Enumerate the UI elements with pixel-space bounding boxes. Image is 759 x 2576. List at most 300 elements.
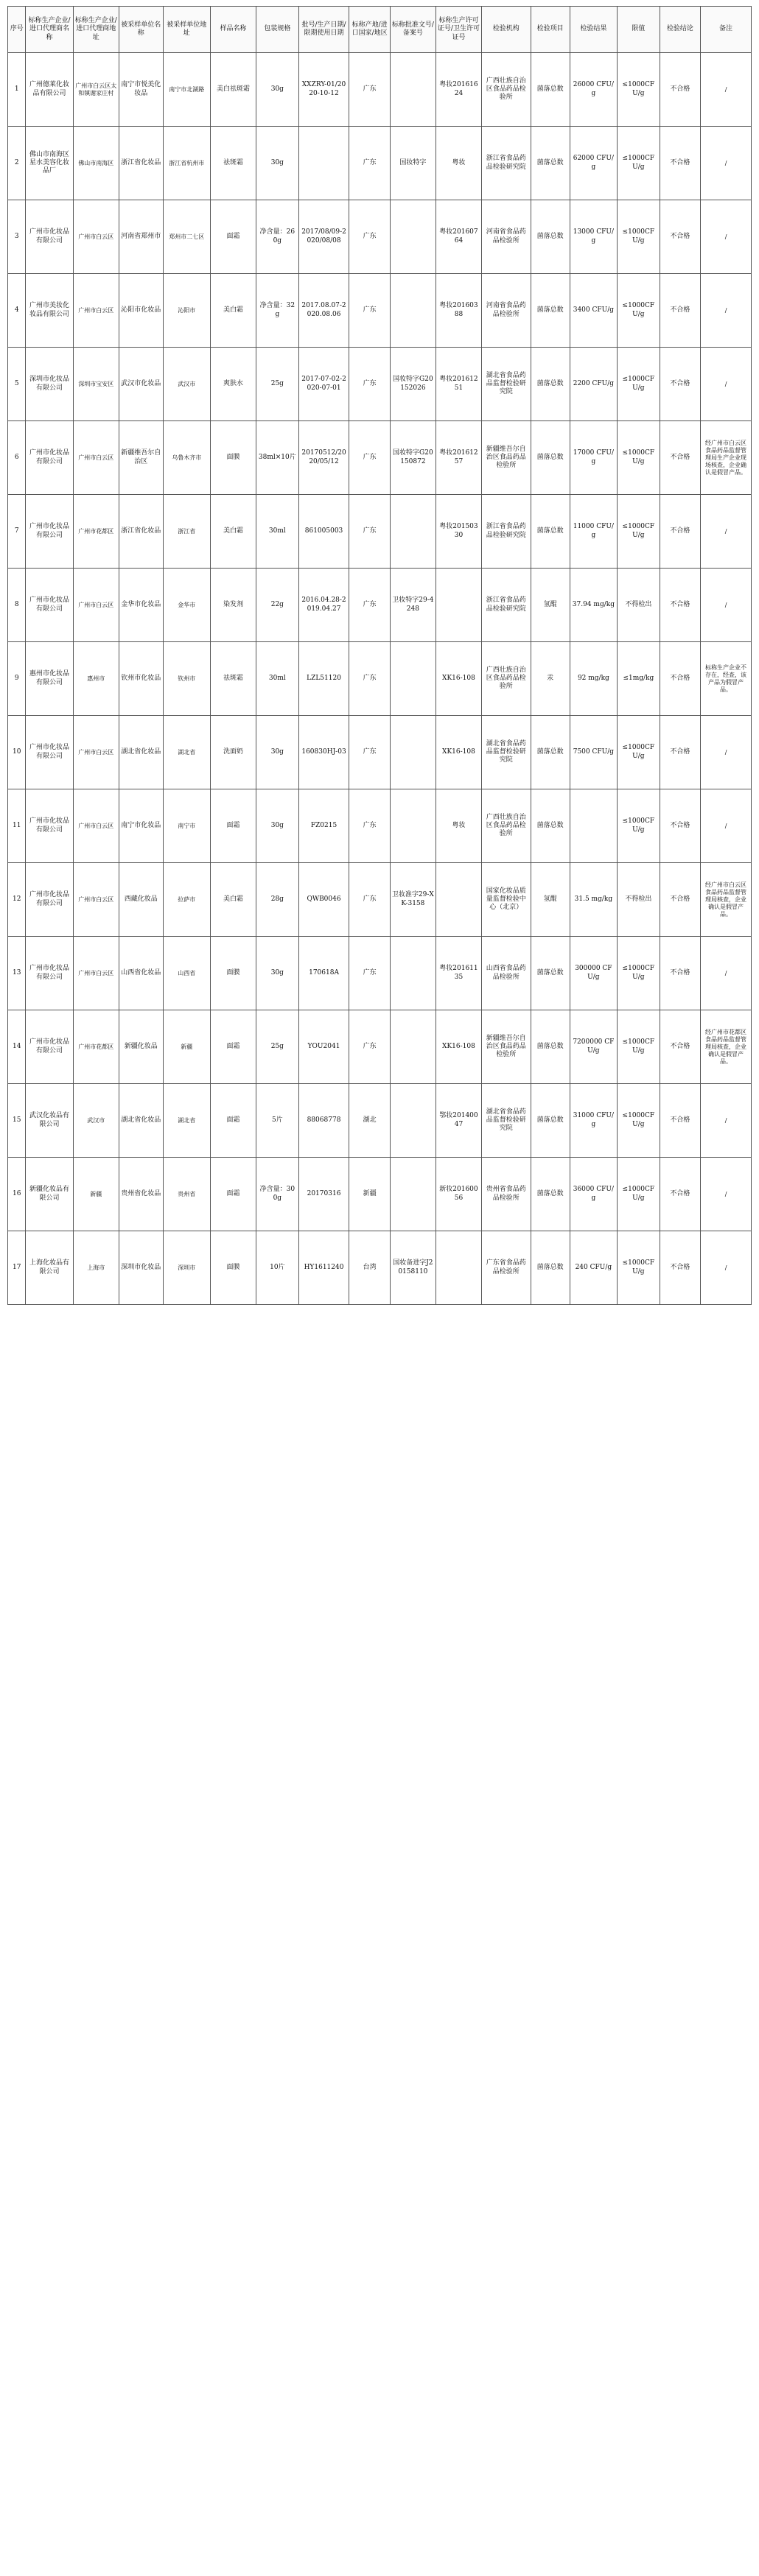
cell-agency: 湖北省食品药品监督检验研究院 [481, 716, 531, 789]
cell-spec: 5片 [256, 1084, 299, 1158]
cell-result: 2200 CFU/g [570, 348, 617, 421]
cell-limit: ≤1000CFU/g [618, 348, 660, 421]
cell-license: XK16-108 [436, 642, 481, 716]
cell-origin: 广东 [349, 569, 390, 642]
cell-note: / [701, 127, 752, 200]
cell-limit: ≤1000CFU/g [618, 53, 660, 127]
cell-product: 面霜 [210, 200, 256, 274]
cell-note: / [701, 789, 752, 863]
cell-unit: 钦州市化妆品 [119, 642, 163, 716]
cell-spec: 30g [256, 716, 299, 789]
table-row [8, 569, 752, 642]
cell-limit: ≤1000CFU/g [618, 1231, 660, 1305]
cell-product: 面膜 [210, 1231, 256, 1305]
table-row [8, 716, 752, 789]
cell-unit: 河南省郑州市 [119, 200, 163, 274]
cell-license [436, 863, 481, 937]
cell-result: 31000 CFU/g [570, 1084, 617, 1158]
table-row [8, 789, 752, 863]
cell-verdict: 不合格 [660, 1158, 700, 1231]
cell-product: 面膜 [210, 421, 256, 495]
cell-license: 鄂妆20140047 [436, 1084, 481, 1158]
cell-product: 洗面奶 [210, 716, 256, 789]
cell-idx: 7 [8, 495, 26, 569]
cell-origin: 广东 [349, 642, 390, 716]
cell-limit: ≤1000CFU/g [618, 421, 660, 495]
table-row [8, 1010, 752, 1084]
cell-note: 经广州市白云区食品药品监督管理局生产企业现场核查，企业确认是假冒产品。 [701, 421, 752, 495]
cell-approval [390, 495, 436, 569]
cell-manufacturer: 广州市美妆化妆品有限公司 [26, 274, 73, 348]
cell-unit-address: 拉萨市 [163, 863, 210, 937]
cell-limit: ≤1000CFU/g [618, 716, 660, 789]
cell-batch: 160830HJ-03 [298, 716, 349, 789]
cell-agency: 河南省食品药品检验所 [481, 200, 531, 274]
cell-origin: 广东 [349, 716, 390, 789]
cell-agency: 广西壮族自治区食品药品检验所 [481, 53, 531, 127]
cell-license: XK16-108 [436, 1010, 481, 1084]
cell-batch: QWB0046 [298, 863, 349, 937]
cell-unit-address: 沁阳市 [163, 274, 210, 348]
cell-unit: 金华市化妆品 [119, 569, 163, 642]
cell-spec: 10片 [256, 1231, 299, 1305]
cell-approval: 国妆特字G20152026 [390, 348, 436, 421]
cell-manufacturer: 上海化妆品有限公司 [26, 1231, 73, 1305]
cell-batch: 861005003 [298, 495, 349, 569]
cell-unit: 浙江省化妆品 [119, 495, 163, 569]
cell-unit: 西藏化妆品 [119, 863, 163, 937]
cell-address: 广州市白云区 [73, 789, 119, 863]
cell-result: 7500 CFU/g [570, 716, 617, 789]
cell-manufacturer: 广州市化妆品有限公司 [26, 789, 73, 863]
cell-note: / [701, 348, 752, 421]
cell-item: 菌落总数 [531, 716, 570, 789]
inspection-results-table [7, 6, 752, 1305]
cell-origin: 广东 [349, 863, 390, 937]
cell-spec: 30ml [256, 642, 299, 716]
cell-unit-address: 金华市 [163, 569, 210, 642]
cell-address: 广州市白云区 [73, 716, 119, 789]
cell-item: 菌落总数 [531, 200, 570, 274]
cell-idx: 5 [8, 348, 26, 421]
cell-spec: 净含量：300g [256, 1158, 299, 1231]
cell-manufacturer: 新疆化妆品有限公司 [26, 1158, 73, 1231]
cell-approval: 国妆特字G20150872 [390, 421, 436, 495]
cell-agency: 湖北省食品药品监督检验研究院 [481, 1084, 531, 1158]
cell-batch: 88068778 [298, 1084, 349, 1158]
cell-origin: 广东 [349, 53, 390, 127]
cell-item: 菌落总数 [531, 1158, 570, 1231]
cell-unit-address: 郑州市二七区 [163, 200, 210, 274]
cell-verdict: 不合格 [660, 127, 700, 200]
cell-manufacturer: 广州市化妆品有限公司 [26, 569, 73, 642]
cell-item: 菌落总数 [531, 348, 570, 421]
cell-verdict: 不合格 [660, 642, 700, 716]
table-row [8, 1158, 752, 1231]
cell-result: 17000 CFU/g [570, 421, 617, 495]
cell-item: 菌落总数 [531, 274, 570, 348]
cell-approval [390, 274, 436, 348]
cell-batch: 2017.08.07-2020.08.06 [298, 274, 349, 348]
cell-license: 粤妆20161251 [436, 348, 481, 421]
cell-idx: 4 [8, 274, 26, 348]
cell-unit-address: 钦州市 [163, 642, 210, 716]
cell-license: 粤妆20161257 [436, 421, 481, 495]
cell-verdict: 不合格 [660, 937, 700, 1010]
cell-manufacturer: 广州市化妆品有限公司 [26, 200, 73, 274]
cell-agency: 广西壮族自治区食品药品检验所 [481, 642, 531, 716]
cell-limit: ≤1000CFU/g [618, 789, 660, 863]
cell-agency: 浙江省食品药品检验研究院 [481, 127, 531, 200]
table-row [8, 495, 752, 569]
cell-unit: 沁阳市化妆品 [119, 274, 163, 348]
cell-note: / [701, 1231, 752, 1305]
cell-limit: ≤1000CFU/g [618, 127, 660, 200]
cell-unit-address: 贵州省 [163, 1158, 210, 1231]
cell-spec: 22g [256, 569, 299, 642]
cell-unit-address: 南宁市 [163, 789, 210, 863]
cell-result [570, 789, 617, 863]
cell-result: 37.94 mg/kg [570, 569, 617, 642]
cell-approval: 国妆备进字J20158110 [390, 1231, 436, 1305]
cell-approval [390, 789, 436, 863]
cell-spec: 25g [256, 348, 299, 421]
cell-result: 3400 CFU/g [570, 274, 617, 348]
cell-result: 240 CFU/g [570, 1231, 617, 1305]
cell-unit: 新疆化妆品 [119, 1010, 163, 1084]
cell-idx: 9 [8, 642, 26, 716]
cell-limit: ≤1000CFU/g [618, 274, 660, 348]
column-header: 包装规格 [256, 7, 299, 53]
cell-license: 粤妆 [436, 127, 481, 200]
cell-origin: 新疆 [349, 1158, 390, 1231]
cell-product: 面霜 [210, 1084, 256, 1158]
cell-spec: 28g [256, 863, 299, 937]
cell-manufacturer: 广州市化妆品有限公司 [26, 495, 73, 569]
cell-result: 13000 CFU/g [570, 200, 617, 274]
cell-agency: 新疆维吾尔自治区食品药品检验所 [481, 1010, 531, 1084]
cell-address: 广州市白云区 [73, 200, 119, 274]
cell-license: 粤妆20150330 [436, 495, 481, 569]
cell-origin: 湖北 [349, 1084, 390, 1158]
cell-license: 粤妆20161624 [436, 53, 481, 127]
table-row [8, 1231, 752, 1305]
cell-unit-address: 浙江省杭州市 [163, 127, 210, 200]
cell-item: 汞 [531, 642, 570, 716]
cell-license: XK16-108 [436, 716, 481, 789]
cell-origin: 广东 [349, 200, 390, 274]
cell-product: 面霜 [210, 789, 256, 863]
cell-agency: 浙江省食品药品检验研究院 [481, 495, 531, 569]
cell-note: / [701, 53, 752, 127]
cell-idx: 13 [8, 937, 26, 1010]
cell-limit: 不得检出 [618, 863, 660, 937]
cell-approval [390, 716, 436, 789]
cell-verdict: 不合格 [660, 863, 700, 937]
cell-spec: 30g [256, 53, 299, 127]
table-row [8, 348, 752, 421]
cell-verdict: 不合格 [660, 348, 700, 421]
cell-approval [390, 937, 436, 1010]
cell-note: / [701, 200, 752, 274]
cell-spec: 净含量：32g [256, 274, 299, 348]
cell-batch: XXZRY-01/2020-10-12 [298, 53, 349, 127]
cell-item: 菌落总数 [531, 421, 570, 495]
cell-unit-address: 浙江省 [163, 495, 210, 569]
cell-address: 广州市白云区 [73, 421, 119, 495]
cell-batch: 20170512/2020/05/12 [298, 421, 349, 495]
cell-limit: ≤1mg/kg [618, 642, 660, 716]
cell-result: 92 mg/kg [570, 642, 617, 716]
cell-item: 菌落总数 [531, 495, 570, 569]
table-row [8, 937, 752, 1010]
cell-verdict: 不合格 [660, 569, 700, 642]
cell-note: / [701, 1084, 752, 1158]
cell-address: 广州市白云区 [73, 569, 119, 642]
cell-license: 粤妆20161135 [436, 937, 481, 1010]
cell-manufacturer: 惠州市化妆品有限公司 [26, 642, 73, 716]
cell-agency: 新疆维吾尔自治区食品药品检验所 [481, 421, 531, 495]
cell-agency: 湖北省食品药品监督检验研究院 [481, 348, 531, 421]
cell-manufacturer: 佛山市南海区星水美容化妆品厂 [26, 127, 73, 200]
cell-note: / [701, 1158, 752, 1231]
cell-note: / [701, 569, 752, 642]
cell-approval [390, 1158, 436, 1231]
cell-spec: 38ml×10片 [256, 421, 299, 495]
cell-idx: 8 [8, 569, 26, 642]
cell-idx: 15 [8, 1084, 26, 1158]
cell-unit: 深圳市化妆品 [119, 1231, 163, 1305]
cell-result: 36000 CFU/g [570, 1158, 617, 1231]
cell-spec: 净含量：260g [256, 200, 299, 274]
cell-product: 爽肤水 [210, 348, 256, 421]
cell-verdict: 不合格 [660, 495, 700, 569]
column-header: 序号 [8, 7, 26, 53]
cell-unit: 湖北省化妆品 [119, 1084, 163, 1158]
cell-verdict: 不合格 [660, 53, 700, 127]
cell-unit-address: 湖北省 [163, 1084, 210, 1158]
cell-note: 经广州市花都区食品药品监督管理局核查，企业确认是假冒产品。 [701, 1010, 752, 1084]
cell-unit-address: 湖北省 [163, 716, 210, 789]
cell-verdict: 不合格 [660, 200, 700, 274]
cell-note: / [701, 937, 752, 1010]
cell-batch: LZL51120 [298, 642, 349, 716]
cell-item: 菌落总数 [531, 127, 570, 200]
cell-origin: 广东 [349, 274, 390, 348]
cell-verdict: 不合格 [660, 421, 700, 495]
cell-batch: 2016.04.28-2019.04.27 [298, 569, 349, 642]
cell-agency: 山西省食品药品检验所 [481, 937, 531, 1010]
cell-batch: 2017/08/09-2020/08/08 [298, 200, 349, 274]
cell-origin: 广东 [349, 937, 390, 1010]
cell-address: 广州市白云区 [73, 937, 119, 1010]
cell-origin: 广东 [349, 495, 390, 569]
cell-limit: ≤1000CFU/g [618, 1084, 660, 1158]
cell-address: 上海市 [73, 1231, 119, 1305]
cell-result: 26000 CFU/g [570, 53, 617, 127]
cell-unit-address: 深圳市 [163, 1231, 210, 1305]
cell-note: 标称生产企业不存在，经查，该产品为假冒产品。 [701, 642, 752, 716]
cell-product: 祛斑霜 [210, 127, 256, 200]
cell-result: 7200000 CFU/g [570, 1010, 617, 1084]
cell-manufacturer: 广州市化妆品有限公司 [26, 863, 73, 937]
cell-product: 面霜 [210, 1158, 256, 1231]
cell-item: 氢醌 [531, 569, 570, 642]
table-body [8, 53, 752, 1305]
cell-manufacturer: 广州市化妆品有限公司 [26, 1010, 73, 1084]
cell-idx: 16 [8, 1158, 26, 1231]
cell-batch: YOU2041 [298, 1010, 349, 1084]
cell-item: 菌落总数 [531, 53, 570, 127]
cell-limit: ≤1000CFU/g [618, 937, 660, 1010]
cell-unit: 湖北省化妆品 [119, 716, 163, 789]
cell-result: 11000 CFU/g [570, 495, 617, 569]
cell-approval [390, 642, 436, 716]
cell-approval [390, 1084, 436, 1158]
table-row [8, 863, 752, 937]
cell-batch: 170618A [298, 937, 349, 1010]
column-header: 标称产地/进口国家/地区 [349, 7, 390, 53]
cell-approval: 卫妆特字29-4248 [390, 569, 436, 642]
cell-unit: 武汉市化妆品 [119, 348, 163, 421]
cell-batch: 2017-07-02-2020-07-01 [298, 348, 349, 421]
cell-result: 62000 CFU/g [570, 127, 617, 200]
cell-unit: 南宁市化妆品 [119, 789, 163, 863]
column-header: 标称生产企业/进口代理商名称 [26, 7, 73, 53]
cell-batch: 20170316 [298, 1158, 349, 1231]
cell-manufacturer: 广州市化妆品有限公司 [26, 937, 73, 1010]
cell-origin: 广东 [349, 789, 390, 863]
cell-address: 深圳市宝安区 [73, 348, 119, 421]
cell-address: 广州市花都区 [73, 1010, 119, 1084]
cell-limit: ≤1000CFU/g [618, 200, 660, 274]
cell-idx: 1 [8, 53, 26, 127]
cell-item: 菌落总数 [531, 1084, 570, 1158]
column-header: 限值 [618, 7, 660, 53]
cell-product: 染发剂 [210, 569, 256, 642]
cell-idx: 17 [8, 1231, 26, 1305]
cell-license: 粤妆 [436, 789, 481, 863]
table-row [8, 53, 752, 127]
cell-verdict: 不合格 [660, 1231, 700, 1305]
column-header: 检验结果 [570, 7, 617, 53]
cell-agency: 浙江省食品药品检验研究院 [481, 569, 531, 642]
cell-address: 佛山市南海区 [73, 127, 119, 200]
cell-license: 新妆20160056 [436, 1158, 481, 1231]
cell-agency: 广西壮族自治区食品药品检验所 [481, 789, 531, 863]
cell-idx: 3 [8, 200, 26, 274]
cell-idx: 14 [8, 1010, 26, 1084]
cell-unit-address: 南宁市北湖路 [163, 53, 210, 127]
cell-idx: 11 [8, 789, 26, 863]
cell-product: 美白霜 [210, 495, 256, 569]
cell-item: 菌落总数 [531, 937, 570, 1010]
table-row [8, 200, 752, 274]
cell-note: 经广州市白云区食品药品监督管理局核查，企业确认是假冒产品。 [701, 863, 752, 937]
cell-address: 新疆 [73, 1158, 119, 1231]
column-header: 标称批准文号/备案号 [390, 7, 436, 53]
cell-item: 氢醌 [531, 863, 570, 937]
cell-batch [298, 127, 349, 200]
cell-unit-address: 乌鲁木齐市 [163, 421, 210, 495]
cell-item: 菌落总数 [531, 1231, 570, 1305]
cell-limit: ≤1000CFU/g [618, 495, 660, 569]
column-header: 标称生产企业/进口代理商地址 [73, 7, 119, 53]
cell-verdict: 不合格 [660, 274, 700, 348]
cell-item: 菌落总数 [531, 789, 570, 863]
cell-manufacturer: 广州市化妆品有限公司 [26, 716, 73, 789]
cell-approval: 国妆特字 [390, 127, 436, 200]
cell-license [436, 1231, 481, 1305]
cell-license [436, 569, 481, 642]
cell-note: / [701, 274, 752, 348]
cell-license: 粤妆20160764 [436, 200, 481, 274]
cell-origin: 广东 [349, 1010, 390, 1084]
column-header: 样品名称 [210, 7, 256, 53]
cell-verdict: 不合格 [660, 1084, 700, 1158]
cell-idx: 10 [8, 716, 26, 789]
cell-manufacturer: 武汉化妆品有限公司 [26, 1084, 73, 1158]
cell-unit-address: 新疆 [163, 1010, 210, 1084]
cell-unit: 山西省化妆品 [119, 937, 163, 1010]
column-header: 被采样单位地址 [163, 7, 210, 53]
cell-verdict: 不合格 [660, 789, 700, 863]
cell-product: 美白祛斑霜 [210, 53, 256, 127]
cell-unit: 南宁市悦美化妆品 [119, 53, 163, 127]
cell-result: 300000 CFU/g [570, 937, 617, 1010]
cell-spec: 25g [256, 1010, 299, 1084]
cell-agency: 广东省食品药品检验所 [481, 1231, 531, 1305]
cell-origin: 广东 [349, 127, 390, 200]
column-header: 备注 [701, 7, 752, 53]
cell-unit: 新疆维吾尔自治区 [119, 421, 163, 495]
cell-license: 粤妆20160388 [436, 274, 481, 348]
table-header-row [8, 7, 752, 53]
cell-address: 广州市花都区 [73, 495, 119, 569]
cell-address: 广州市白云区 [73, 274, 119, 348]
cell-product: 美白霜 [210, 863, 256, 937]
cell-address: 惠州市 [73, 642, 119, 716]
cell-agency: 贵州省食品药品检验所 [481, 1158, 531, 1231]
cell-spec: 30ml [256, 495, 299, 569]
table-row [8, 642, 752, 716]
cell-product: 面霜 [210, 1010, 256, 1084]
column-header: 检验结论 [660, 7, 700, 53]
cell-product: 祛斑霜 [210, 642, 256, 716]
cell-manufacturer: 深圳市化妆品有限公司 [26, 348, 73, 421]
cell-agency: 国家化妆品质量监督检验中心（北京） [481, 863, 531, 937]
cell-limit: ≤1000CFU/g [618, 1010, 660, 1084]
cell-address: 广州市白云区太和镇谢家庄村 [73, 53, 119, 127]
cell-limit: ≤1000CFU/g [618, 1158, 660, 1231]
column-header: 被采样单位名称 [119, 7, 163, 53]
table-row [8, 1084, 752, 1158]
cell-result: 31.5 mg/kg [570, 863, 617, 937]
cell-approval: 卫妆准字29-XK-3158 [390, 863, 436, 937]
cell-manufacturer: 广州市化妆品有限公司 [26, 421, 73, 495]
cell-approval [390, 200, 436, 274]
cell-unit-address: 山西省 [163, 937, 210, 1010]
column-header: 检验项目 [531, 7, 570, 53]
column-header: 标称生产许可证号/卫生许可证号 [436, 7, 481, 53]
table-row [8, 127, 752, 200]
cell-approval [390, 53, 436, 127]
cell-origin: 广东 [349, 348, 390, 421]
cell-product: 美白霜 [210, 274, 256, 348]
cell-spec: 30g [256, 937, 299, 1010]
cell-unit-address: 武汉市 [163, 348, 210, 421]
cell-verdict: 不合格 [660, 716, 700, 789]
